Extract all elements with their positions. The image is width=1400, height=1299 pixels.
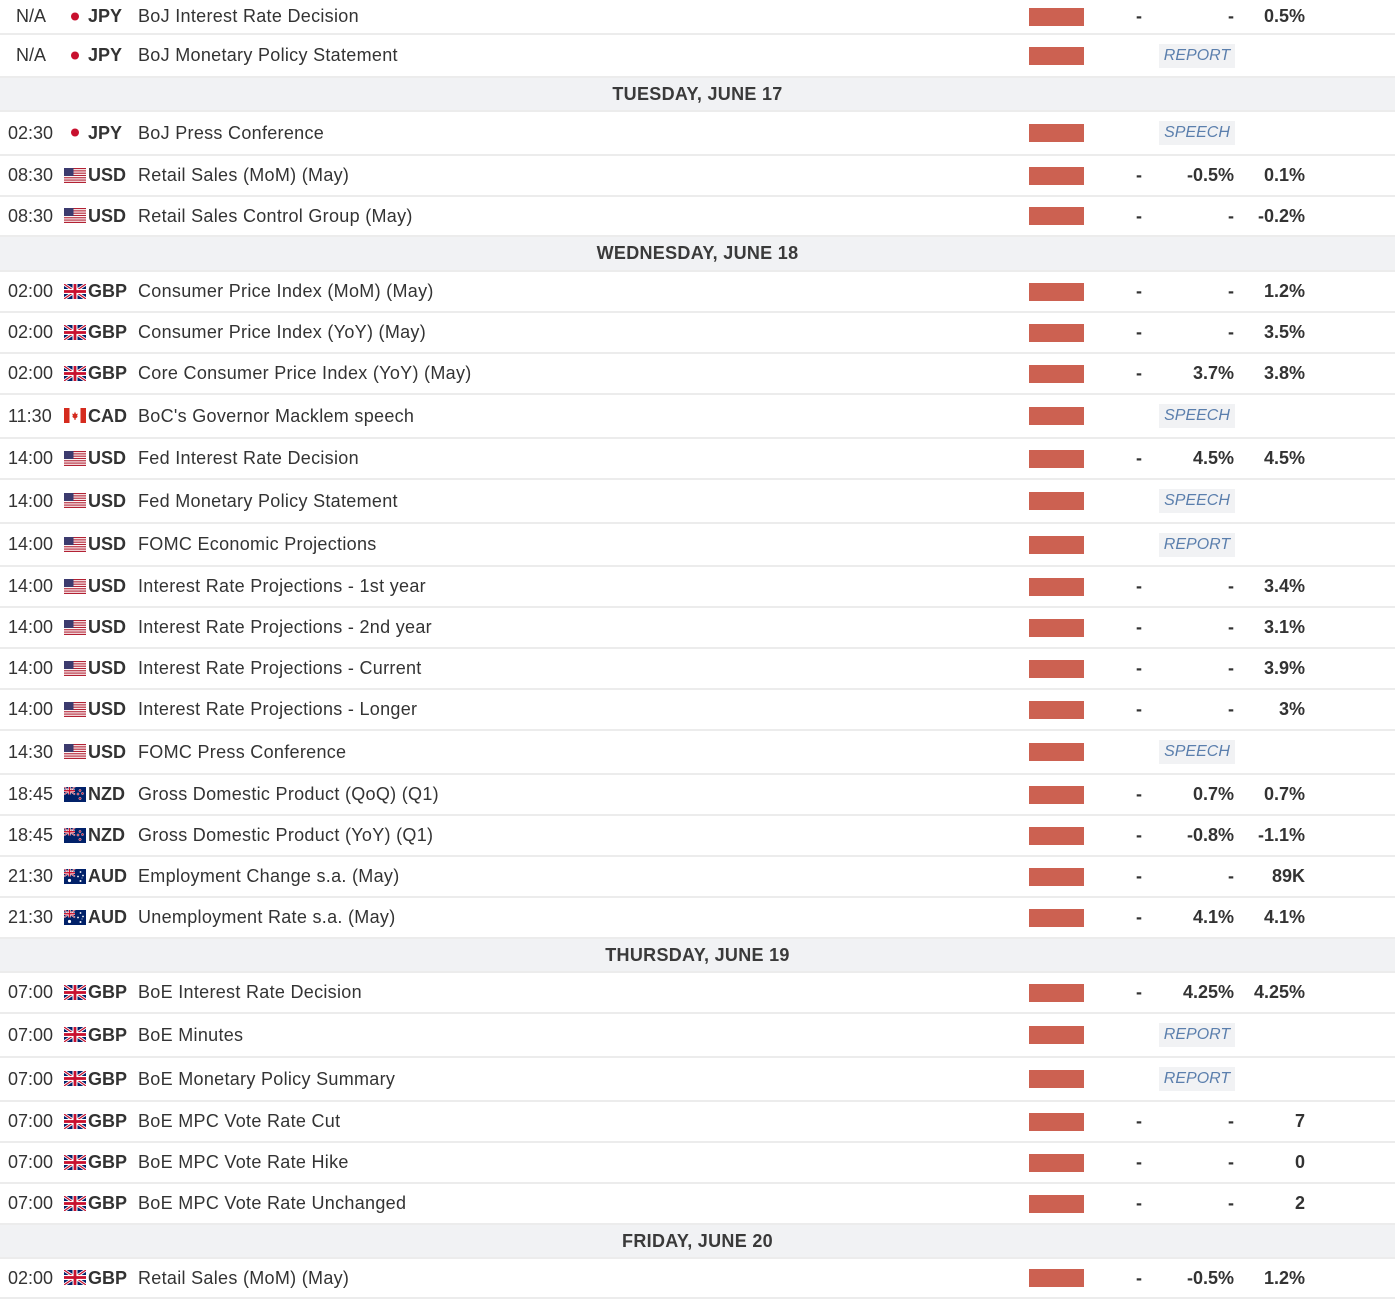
impact-bar [1029,1154,1084,1172]
event-name[interactable]: Interest Rate Projections - 2nd year [138,617,432,637]
actual-value: - [1136,825,1142,845]
impact-bar [1029,283,1084,301]
event-row[interactable] [0,1143,1395,1184]
uk-flag-icon [64,366,86,381]
canada-flag-icon [64,408,86,423]
event-time: 07:00 [8,1152,54,1172]
event-name[interactable]: BoC's Governor Macklem speech [138,405,415,426]
event-name[interactable]: BoJ Interest Rate Decision [138,6,359,26]
event-currency: GBP [88,1068,128,1089]
event-name[interactable]: Fed Monetary Policy Statement [138,490,398,511]
event-row[interactable] [0,35,1395,78]
event-type-badge[interactable]: REPORT [1159,44,1235,68]
event-time: 07:00 [8,1024,54,1045]
event-currency: GBP [88,1267,128,1288]
impact-bar [1029,167,1084,185]
event-name[interactable]: FOMC Economic Projections [138,534,377,554]
consensus-value: 0.7% [1192,784,1234,804]
impact-bar [1029,365,1084,383]
event-name[interactable]: Consumer Price Index (MoM) (May) [138,281,434,301]
actual-value: - [1136,866,1142,886]
us-flag-icon [64,620,86,635]
actual-value: - [1136,165,1142,185]
day-header-label: THURSDAY, JUNE 19 [605,944,790,965]
consensus-value: - [1228,576,1234,596]
impact-bar [1029,743,1084,761]
day-header-label: WEDNESDAY, JUNE 18 [596,243,799,263]
event-name[interactable]: Retail Sales (MoM) (May) [138,165,350,185]
impact-bar [1029,450,1084,468]
event-row[interactable] [0,272,1395,313]
event-type-badge[interactable]: SPEECH [1159,404,1235,428]
consensus-value: 4.25% [1182,982,1234,1002]
actual-value: - [1136,784,1142,804]
event-currency: JPY [88,122,123,143]
event-time: 02:00 [8,363,54,383]
event-time: 14:00 [8,576,54,596]
event-currency: JPY [88,45,123,65]
event-currency: AUD [88,866,127,886]
new-zealand-flag-icon [64,787,86,802]
consensus-value: -0.8% [1186,825,1234,845]
event-row[interactable] [0,608,1395,649]
impact-bar [1029,984,1084,1002]
us-flag-icon [64,537,86,552]
day-header [0,939,1395,973]
us-flag-icon [64,702,86,717]
event-time: 11:30 [8,405,52,426]
actual-value: - [1136,205,1142,226]
event-row[interactable] [0,898,1395,939]
actual-value: - [1136,907,1142,927]
event-name[interactable]: FOMC Press Conference [138,741,347,762]
event-time: 02:00 [8,1267,54,1288]
impact-bar [1029,1026,1084,1044]
event-row[interactable] [0,480,1395,524]
event-currency: USD [88,448,127,468]
event-currency: USD [88,490,127,511]
previous-value: 2 [1294,1193,1305,1213]
previous-value: 3.5% [1263,322,1305,342]
consensus-value: - [1228,1193,1234,1213]
event-name[interactable]: BoJ Monetary Policy Statement [138,45,398,65]
event-name[interactable]: Retail Sales Control Group (May) [138,205,413,226]
event-currency: AUD [88,907,127,927]
event-row[interactable] [0,112,1395,156]
event-type-badge[interactable]: REPORT [1159,1023,1235,1047]
event-time: 07:00 [8,1193,54,1213]
previous-value: 0.1% [1263,165,1305,185]
impact-bar [1029,827,1084,845]
event-time: 21:30 [8,907,54,927]
event-row[interactable] [0,156,1395,197]
event-row[interactable] [0,439,1395,480]
event-time: 14:00 [8,658,54,678]
event-row[interactable] [0,731,1395,775]
impact-bar [1029,207,1084,225]
uk-flag-icon [64,1270,86,1285]
uk-flag-icon [64,1071,86,1086]
event-currency: GBP [88,281,128,301]
event-name[interactable]: Employment Change s.a. (May) [138,866,400,886]
event-time: 08:30 [8,205,54,226]
event-row[interactable] [0,524,1395,567]
uk-flag-icon [64,985,86,1000]
event-time: 18:45 [8,825,54,845]
new-zealand-flag-icon [64,828,86,843]
event-name[interactable]: Gross Domestic Product (YoY) (Q1) [138,825,434,845]
previous-value: 4.25% [1253,982,1305,1002]
actual-value: - [1136,658,1142,678]
impact-bar [1029,619,1084,637]
event-name[interactable]: Fed Interest Rate Decision [138,448,359,468]
day-header [0,78,1395,112]
previous-value: -1.1% [1257,825,1305,845]
japan-flag-icon [64,9,86,24]
event-currency: USD [88,165,127,185]
japan-flag-icon [64,48,86,63]
us-flag-icon [64,451,86,466]
us-flag-icon [64,208,86,223]
event-type-badge[interactable]: REPORT [1159,533,1235,557]
consensus-value: - [1228,699,1234,719]
event-currency: USD [88,205,127,226]
consensus-value: 4.1% [1192,907,1234,927]
previous-value: 0 [1294,1152,1305,1172]
australia-flag-icon [64,869,86,884]
event-row[interactable] [0,1014,1395,1058]
japan-flag-icon [64,125,86,140]
event-name[interactable]: BoE MPC Vote Rate Hike [138,1152,349,1172]
previous-value: 1.2% [1263,281,1305,301]
day-header [0,1225,1395,1259]
previous-value: 3.4% [1263,576,1305,596]
impact-bar [1029,47,1084,65]
event-name[interactable]: Consumer Price Index (YoY) (May) [138,322,427,342]
event-name[interactable]: BoJ Press Conference [138,122,325,143]
actual-value: - [1136,322,1142,342]
consensus-value: 4.5% [1192,448,1234,468]
event-row[interactable] [0,313,1395,354]
impact-bar [1029,324,1084,342]
event-type-badge[interactable]: SPEECH [1159,121,1235,145]
event-row[interactable] [0,816,1395,857]
actual-value: - [1136,1111,1142,1131]
impact-bar [1029,868,1084,886]
actual-value: - [1136,982,1142,1002]
event-time: 07:00 [8,1111,54,1131]
us-flag-icon [64,744,86,759]
event-name[interactable]: BoE Minutes [138,1024,244,1045]
actual-value: - [1136,281,1142,301]
event-currency: GBP [88,1024,128,1045]
event-time: 02:00 [8,281,54,301]
event-type-badge[interactable]: SPEECH [1159,489,1235,513]
consensus-value: - [1228,617,1234,637]
impact-bar [1029,786,1084,804]
impact-bar [1029,1070,1084,1088]
event-row[interactable] [0,973,1395,1014]
event-name[interactable]: Retail Sales (MoM) (May) [138,1267,350,1288]
event-time: N/A [16,6,47,26]
previous-value: 0.7% [1263,784,1305,804]
consensus-value: - [1228,866,1234,886]
event-name[interactable]: Unemployment Rate s.a. (May) [138,907,396,927]
event-row[interactable] [0,1102,1395,1143]
event-time: 07:00 [8,982,54,1002]
impact-bar [1029,578,1084,596]
event-time: 14:00 [8,617,54,637]
consensus-value: -0.5% [1186,1267,1234,1288]
event-currency: JPY [88,6,123,26]
event-row[interactable] [0,649,1395,690]
event-time: 14:00 [8,534,54,554]
event-currency: USD [88,741,127,762]
us-flag-icon [64,661,86,676]
previous-value: -0.2% [1257,205,1305,226]
event-time: 14:00 [8,490,54,511]
event-currency: GBP [88,363,128,383]
uk-flag-icon [64,325,86,340]
event-name[interactable]: Interest Rate Projections - 1st year [138,576,426,596]
impact-bar [1029,492,1084,510]
previous-value: 4.1% [1263,907,1305,927]
uk-flag-icon [64,1196,86,1211]
event-time: 07:00 [8,1068,54,1089]
previous-value: 7 [1294,1111,1305,1131]
event-currency: GBP [88,322,128,342]
consensus-value: - [1228,1111,1234,1131]
previous-value: 4.5% [1263,448,1305,468]
consensus-value: - [1228,322,1234,342]
consensus-value: - [1228,205,1234,226]
consensus-value: - [1228,6,1234,26]
event-currency: NZD [88,784,125,804]
event-type-badge[interactable]: SPEECH [1159,740,1235,764]
event-row[interactable] [0,690,1395,731]
event-currency: USD [88,576,127,596]
consensus-value: 3.7% [1192,363,1234,383]
event-name[interactable]: Core Consumer Price Index (YoY) (May) [138,363,472,383]
impact-bar [1029,124,1084,142]
event-name[interactable]: Gross Domestic Product (QoQ) (Q1) [138,784,439,804]
event-type-badge[interactable]: REPORT [1159,1067,1235,1091]
actual-value: - [1136,576,1142,596]
previous-value: 1.2% [1263,1267,1305,1288]
event-row[interactable] [0,1058,1395,1102]
us-flag-icon [64,579,86,594]
australia-flag-icon [64,910,86,925]
event-time: 18:45 [8,784,54,804]
event-name[interactable]: BoE MPC Vote Rate Unchanged [138,1193,407,1213]
event-time: 08:30 [8,165,54,185]
previous-value: 89K [1271,866,1305,886]
us-flag-icon [64,168,86,183]
day-header-label: TUESDAY, JUNE 17 [612,83,783,104]
event-name[interactable]: BoE Monetary Policy Summary [138,1068,396,1089]
event-name[interactable]: BoE MPC Vote Rate Cut [138,1111,341,1131]
actual-value: - [1136,1193,1142,1213]
event-currency: GBP [88,1193,128,1213]
day-header [0,237,1395,272]
impact-bar [1029,909,1084,927]
event-time: 14:00 [8,448,54,468]
event-name[interactable]: Interest Rate Projections - Current [138,658,422,678]
actual-value: - [1136,448,1142,468]
event-row[interactable] [0,857,1395,898]
event-currency: GBP [88,1111,128,1131]
consensus-value: -0.5% [1186,165,1234,185]
uk-flag-icon [64,1114,86,1129]
day-header-label: FRIDAY, JUNE 20 [622,1230,773,1251]
event-name[interactable]: BoE Interest Rate Decision [138,982,362,1002]
actual-value: - [1136,363,1142,383]
event-currency: NZD [88,825,125,845]
consensus-value: - [1228,281,1234,301]
impact-bar [1029,1113,1084,1131]
actual-value: - [1136,699,1142,719]
previous-value: 3% [1278,699,1305,719]
event-currency: GBP [88,1152,128,1172]
event-time: 02:30 [8,122,54,143]
us-flag-icon [64,493,86,508]
impact-bar [1029,660,1084,678]
event-row[interactable] [0,395,1395,439]
previous-value: 3.8% [1263,363,1305,383]
event-time: 21:30 [8,866,54,886]
impact-bar [1029,536,1084,554]
event-row[interactable] [0,197,1395,237]
actual-value: - [1136,1152,1142,1172]
consensus-value: - [1228,1152,1234,1172]
event-time: N/A [16,45,47,65]
event-currency: USD [88,658,127,678]
uk-flag-icon [64,284,86,299]
previous-value: 3.9% [1263,658,1305,678]
actual-value: - [1136,6,1142,26]
impact-bar [1029,407,1084,425]
actual-value: - [1136,617,1142,637]
consensus-value: - [1228,658,1234,678]
actual-value: - [1136,1267,1142,1288]
event-row[interactable] [0,354,1395,395]
event-row[interactable] [0,0,1395,35]
event-time: 14:30 [8,741,54,762]
event-name[interactable]: Interest Rate Projections - Longer [138,699,418,719]
event-currency: USD [88,534,127,554]
uk-flag-icon [64,1027,86,1042]
impact-bar [1029,1269,1084,1287]
impact-bar [1029,1195,1084,1213]
event-currency: GBP [88,982,128,1002]
event-row[interactable] [0,775,1395,816]
impact-bar [1029,8,1084,26]
uk-flag-icon [64,1155,86,1170]
impact-bar [1029,701,1084,719]
event-row[interactable] [0,567,1395,608]
event-time: 02:00 [8,322,54,342]
previous-value: 0.5% [1263,6,1305,26]
event-row[interactable] [0,1259,1395,1299]
previous-value: 3.1% [1263,617,1305,637]
event-currency: USD [88,617,127,637]
event-currency: USD [88,699,127,719]
event-row[interactable] [0,1184,1395,1225]
event-time: 14:00 [8,699,54,719]
event-currency: CAD [88,405,127,426]
